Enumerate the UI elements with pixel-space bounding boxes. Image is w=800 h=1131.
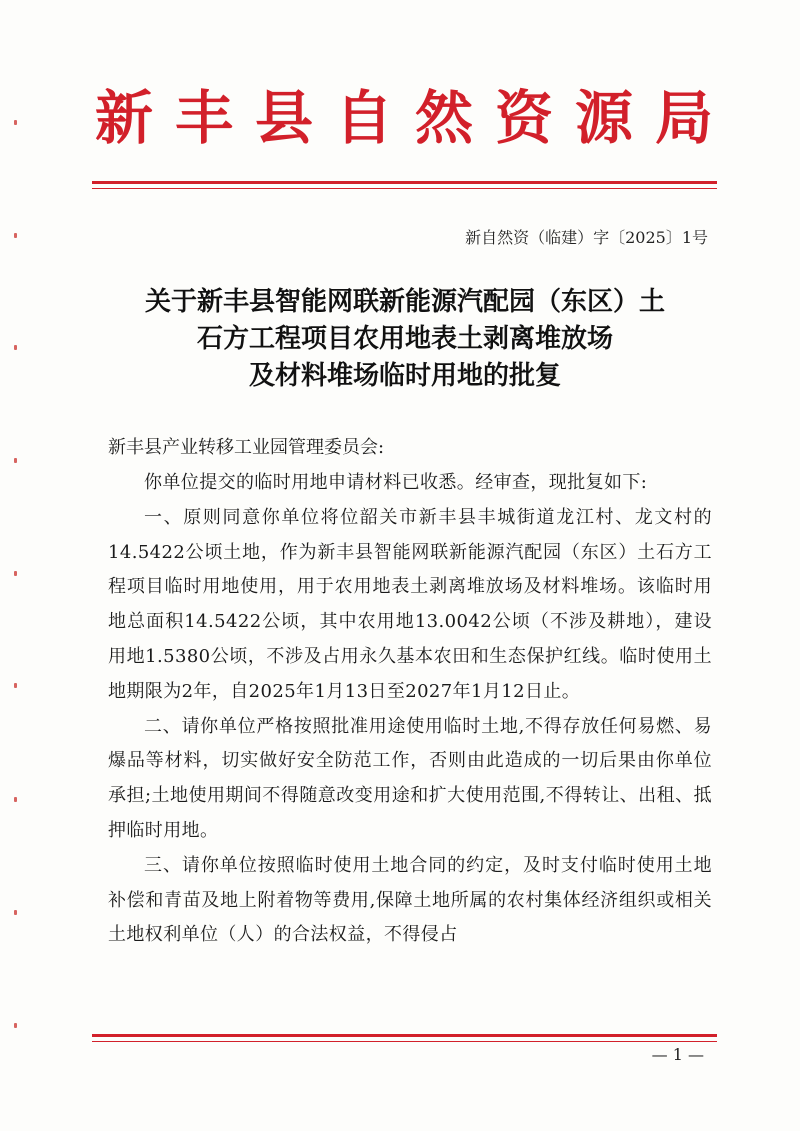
red-footer-rule bbox=[92, 1034, 717, 1037]
binding-mark bbox=[14, 910, 17, 915]
document-title bbox=[95, 284, 715, 395]
binding-mark bbox=[14, 233, 17, 238]
issuing-authority-title: 新丰县自然资源局 bbox=[95, 84, 736, 152]
title-line: 关于新丰县智能网联新能源汽配园（东区）土 bbox=[144, 287, 665, 317]
binding-mark bbox=[14, 683, 17, 688]
binding-mark bbox=[14, 797, 17, 802]
binding-mark bbox=[14, 345, 17, 350]
body-paragraph: 你单位提交的临时用地申请材料已收悉。经审查，现批复如下: bbox=[144, 472, 648, 493]
title-line: 及材料堆场临时用地的批复 bbox=[248, 361, 561, 391]
page-number: — 1 — bbox=[651, 1045, 704, 1064]
binding-mark bbox=[14, 458, 17, 463]
red-header-rule-thin bbox=[92, 188, 717, 189]
body-paragraph: 一、原则同意你单位将位韶关市新丰县丰城街道龙江村、龙文村的14.5422公顷土地，作为新丰县智能网联新能源汽配园（东区）土石方工程项目临时用地使用，用于农用地表土剥离堆放场及材料堆场。该临时用地总面积14.5422公顷，其中农用地13.0042公顷（不涉及耕地），建设用地1.5380公顷，不涉及占用永久基本农田和生态保护红线。临时使用土地期限为2年，自2025年1月13日至2027年1月12日止。 bbox=[108, 506, 712, 702]
body-paragraph: 二、请你单位严格按照批准用途使用临时土地,不得存放任何易燃、易爆品等材料，切实做好安全防范工作，否则由此造成的一切后果由你单位承担;土地使用期间不得随意改变用途和扩大使用范围,不得转让、出租、抵押临时用地。 bbox=[108, 715, 712, 841]
document-body bbox=[108, 466, 712, 953]
body-paragraph: 三、请你单位按照临时使用土地合同的约定，及时支付临时使用土地补偿和青苗及地上附着物等费用,保障土地所属的农村集体经济组织或相关土地权利单位（人）的合法权益，不得侵占 bbox=[108, 854, 712, 946]
binding-mark bbox=[14, 1023, 17, 1028]
document-number: 新自然资（临建）字〔2025〕1号 bbox=[465, 228, 708, 247]
red-header-rule bbox=[92, 181, 717, 184]
binding-mark bbox=[14, 120, 17, 125]
recipient-line: 新丰县产业转移工业园管理委员会: bbox=[108, 437, 385, 458]
red-footer-rule-thin bbox=[92, 1041, 717, 1042]
title-line: 石方工程项目农用地表土剥离堆放场 bbox=[196, 324, 613, 354]
binding-mark bbox=[14, 571, 17, 576]
